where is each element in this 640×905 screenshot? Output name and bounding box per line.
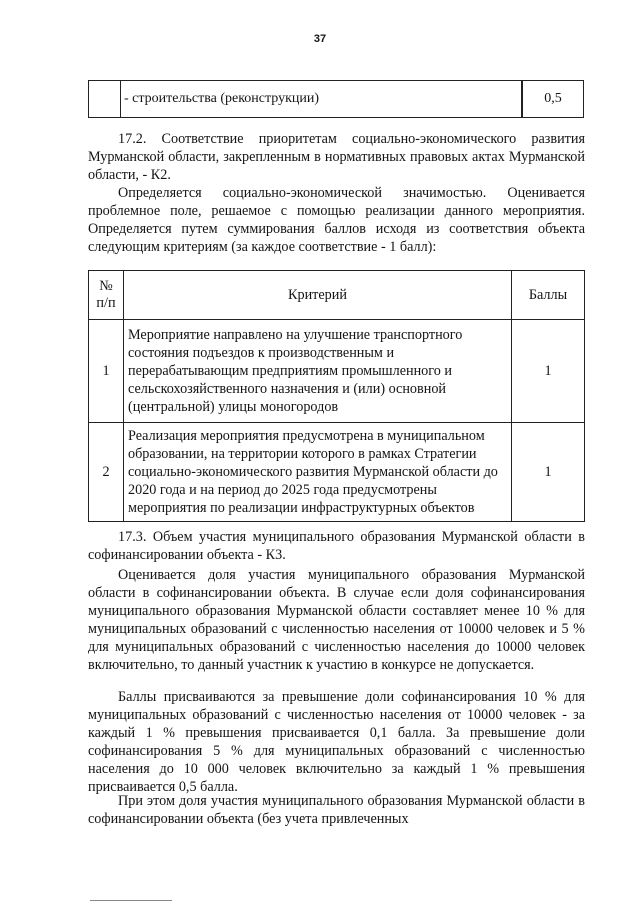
column-header-number-line1: № xyxy=(99,278,113,294)
table-row xyxy=(89,423,585,522)
table-row xyxy=(89,81,584,118)
criterion-text: Реализация мероприятия предусмотрена в муниципальном образовании, на территории которого в рамках Стратегии социально-экономического развития Мурманской области до 2020 года и на период до 2025 года предусмотрены мероприятия по реализации инфраструктурных объектов xyxy=(124,423,512,522)
column-header-number xyxy=(89,271,124,320)
table-row xyxy=(89,320,585,423)
row-score: 1 xyxy=(512,320,585,423)
section-17-2-heading: 17.2. Соответствие приоритетам социально-экономического развития Мурманской области, закрепленным в нормативных правовых актах Мурманской области, - К2. xyxy=(88,131,585,183)
row-number: 1 xyxy=(89,320,124,423)
criteria-table xyxy=(88,270,585,522)
column-header-number-line2: п/п xyxy=(96,295,116,311)
continuation-table xyxy=(88,80,584,118)
section-17-2-body: Определяется социально-экономической значимостью. Оценивается проблемное поле, решаемое с помощью реализации данного мероприятия. Определяется путем суммирования баллов исходя из соответствия объекта следующим критериям (за каждое соответствие - 1 балл): xyxy=(88,185,585,255)
section-17-3-paragraph-1: Оценивается доля участия муниципального образования Мурманской области в софинансировании объекта. В случае если доля софинансирования муниципального образования Мурманской области составляет менее 10 % для муниципальных образований с численностью населения от 10000 человек и 5 % для муниципальных образований с численностью населения до 10000 человек включительно, то данный участник к участию в конкурсе не допускается. xyxy=(88,567,585,673)
row-number: 2 xyxy=(89,423,124,522)
row-number-cell xyxy=(89,81,121,118)
section-17-3-paragraph-2: Баллы присваиваются за превышение доли софинансирования 10 % для муниципальных образований с численностью населения от 10000 человек - за каждый 1 % превышения присваивается 0,1 балла. За превышение доли софинансирования 5 % для муниципальных образований с численностью населения до 10 000 человек включительно за каждый 1 % превышения присваивается 0,5 балла. xyxy=(88,689,585,795)
column-header-score: Баллы xyxy=(512,271,585,320)
table-header-row xyxy=(89,271,585,320)
section-17-3-paragraph-3: При этом доля участия муниципального образования Мурманской области в софинансировании объекта (без учета привлеченных xyxy=(88,793,585,827)
criterion-cell: - строительства (реконструкции) xyxy=(121,81,523,118)
row-score: 1 xyxy=(512,423,585,522)
criterion-text: Мероприятие направлено на улучшение транспортного состояния подъездов к производственным и перерабатывающим предприятиям промышленного и сельскохозяйственного назначения и (или) основной (центральной) улицы моногородов xyxy=(124,320,512,423)
score-cell: 0,5 xyxy=(522,81,584,118)
page-number: 37 xyxy=(313,33,327,45)
footnote-divider xyxy=(90,900,172,901)
section-17-3-heading: 17.3. Объем участия муниципального образования Мурманской области в софинансировании объекта - К3. xyxy=(88,529,585,563)
column-header-criterion: Критерий xyxy=(124,271,512,320)
